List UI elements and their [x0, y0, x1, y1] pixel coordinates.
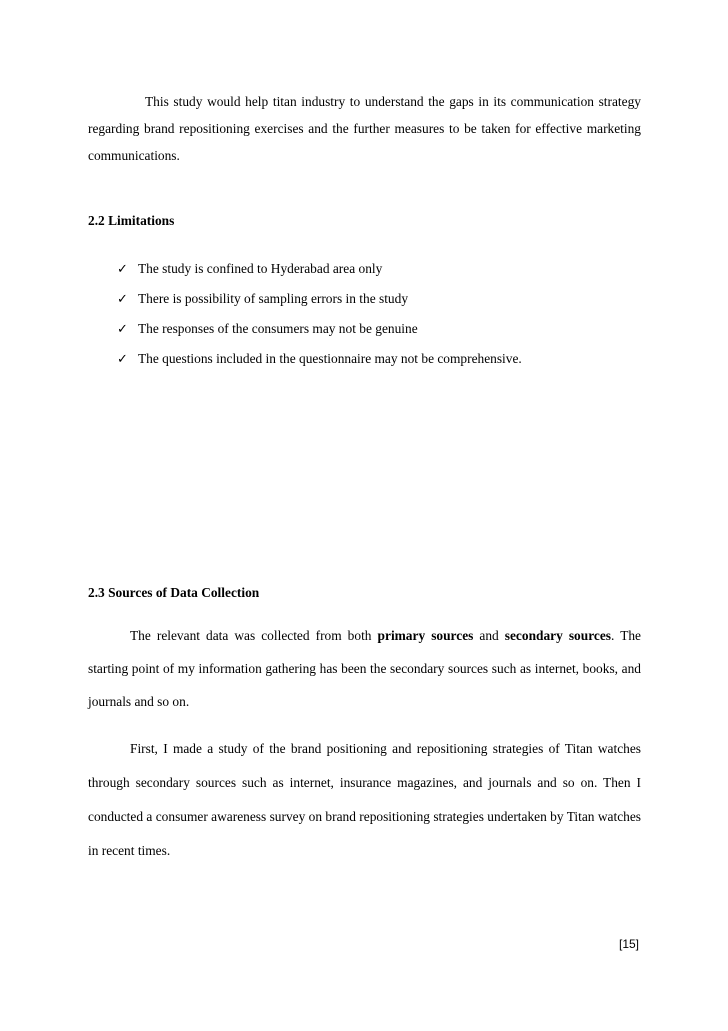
primary-sources-term: primary sources: [377, 628, 474, 643]
list-item: [117, 319, 522, 349]
sources-period: .: [611, 628, 615, 643]
intro-text: This study would help titan industry to understand the gaps in its communication strategy regarding brand repositioning exercises and the further measures to be taken for effective marketing communications.: [88, 94, 641, 163]
checkmark-icon: ✓: [117, 322, 128, 337]
list-item: [117, 349, 522, 379]
sources-heading: 2.3 Sources of Data Collection: [88, 585, 260, 600]
checkmark-icon: ✓: [117, 292, 128, 307]
sources-paragraph-2: [88, 732, 641, 868]
list-item-text: The responses of the consumers may not be genuine: [138, 321, 418, 336]
list-item-text: The questions included in the questionnaire may not be comprehensive.: [138, 351, 522, 366]
checkmark-icon: ✓: [117, 352, 128, 367]
checkmark-icon: ✓: [117, 262, 128, 277]
intro-paragraph: [88, 88, 641, 169]
sources-lead-text: The relevant data was collected from both: [130, 628, 378, 643]
page-number: [15]: [619, 937, 640, 951]
list-item: [117, 289, 522, 319]
list-item: [117, 259, 522, 289]
limitations-list: [117, 259, 522, 379]
sources-para2-text: First, I made a study of the brand positioning and repositioning strategies of Titan watches through secondary sources such as internet, insurance magazines, and journals and so on. Then I conducted a consumer awareness survey on brand repositioning strategies undertaken by Titan watches in recent times.: [88, 741, 641, 858]
list-item-text: There is possibility of sampling errors in the study: [138, 291, 409, 306]
sources-and-text: and: [473, 628, 505, 643]
list-item-text: The study is confined to Hyderabad area only: [138, 261, 383, 276]
sources-rest-text: The starting point of my information gathering has been the secondary sources such as internet, books, and journals and so on.: [88, 628, 642, 709]
secondary-sources-term: secondary sources: [504, 628, 612, 643]
limitations-heading: 2.2 Limitations: [88, 213, 175, 228]
sources-paragraph-1: [88, 619, 641, 718]
